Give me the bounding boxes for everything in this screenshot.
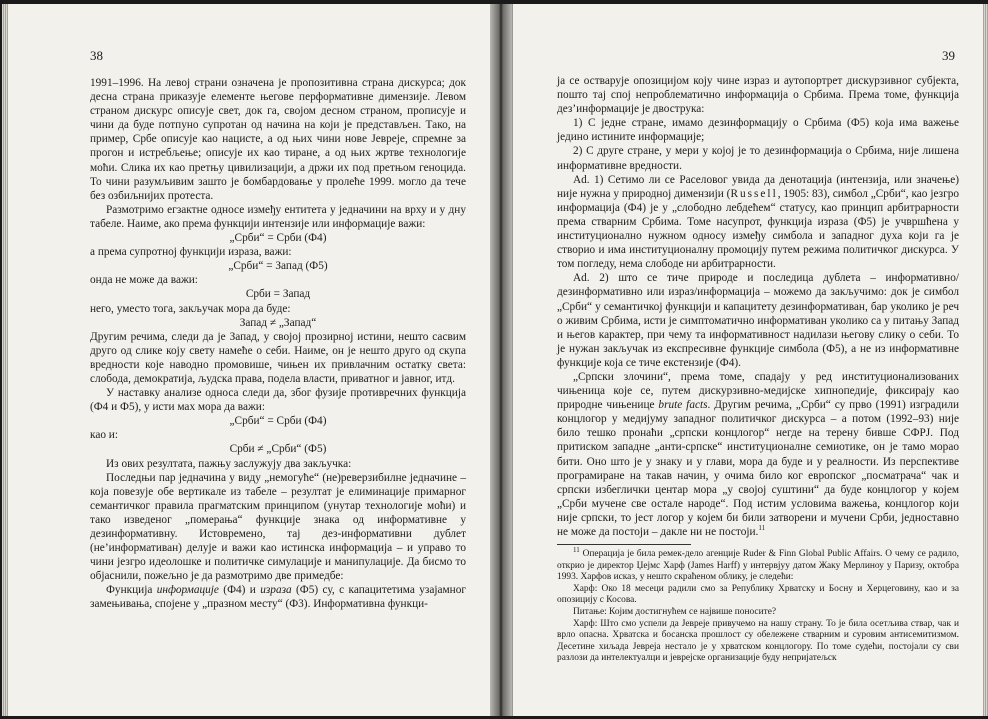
equation: „Срби“ = Запад (Ф5)	[228, 260, 328, 273]
right-page-body	[557, 74, 959, 665]
left-page-body	[90, 76, 466, 612]
footnote	[557, 545, 959, 665]
paragraph: а према супротној функцији израза, важи:	[90, 246, 292, 259]
paragraph: 2) С друге стране, у мери у којој је то дезинформација о Србима, није лишена информативне вредности.	[557, 145, 959, 172]
italic-term: информације	[156, 584, 219, 597]
paragraph: Ad. 2) што се тиче природе и последица дублета – информативно/дезинформативно или израз/информација – можемо да закључимо: док је симбол „Срби“ у семантичкој функцији и капацитету дезинформативан, бар уколико је реч о живим Србима, исти је симптоматично информативан уколико са у питању Запад и његов карактер, при чему та информативност надилази његову слику о себи. То је нужан закључак из експресивне функције симбола (Ф5), а не из информативне функције која се тиче екстензије (Ф4).	[557, 272, 959, 369]
paragraph	[90, 583, 466, 611]
page-number-left: 38	[90, 48, 103, 63]
equation: Запад ≠ „Запад“	[239, 316, 317, 329]
book-gutter	[490, 4, 512, 716]
paragraph	[557, 370, 959, 539]
equation: „Срби“ = Срби (Ф4)	[229, 232, 327, 245]
footnote-paragraph: Питање: Којим достигнућем се највише поносите?	[573, 607, 777, 618]
author-name: Russell	[730, 187, 778, 200]
paragraph: ја се остварује опозицијом коју чине израз и аутопортрет дискурзивног субјекта, пошто тај спој непроблематично информација о Србима. Према томе, функција дез’информације је двострука:	[557, 75, 959, 116]
paragraph: Другим речима, следи да је Запад, у својој прозирној истини, нешто сасвим друго од слике коју свету намеће о себи. Наиме, он је нешто друго од скупа вредности које наводно промовише, чињен их привлачним остатку света: слобода, демократија, људска права, подела власти, приватног и јавног, итд.	[90, 330, 466, 385]
paragraph: као и:	[90, 429, 118, 442]
equation: „Срби“ = Срби (Ф4)	[229, 415, 327, 428]
footnote-paragraph: Харф: Око 18 месеци радили смо за Републику Хрватску и Босну и Херцеговину, као и за опозицију с Косова.	[557, 583, 959, 606]
left-page	[8, 4, 491, 716]
text-run: Операција је била ремек-дело агенције Ruder & Finn Global Public Affairs. О чему се радило, открио је директор Џејмс Харф (James Harff) у интервјуу датом Жаку Мерлиноу у Паризу, октобра 1993. Харфов исказ, у нешто скраћеном облику, је следећи:	[557, 549, 959, 583]
paragraph: Размотримо егзактне односе између ентитета у једначини на врху и у дну табеле. Наиме, ако према функцији интензије или информације важи:	[90, 203, 466, 230]
right-page	[512, 4, 983, 716]
equation: Срби ≠ „Срби“ (Ф5)	[229, 443, 327, 456]
paragraph: 1) С једне стране, имамо дезинформацију о Србима (Ф5) која има важење једино истините информације;	[557, 117, 959, 144]
text-run: Функција	[106, 584, 157, 597]
paragraph: У наставку анализе односа следи да, због фузије противречних функција (Ф4 и Ф5), у исти мах мора да важи:	[90, 387, 466, 414]
page-number-right: 39	[942, 48, 955, 63]
paragraph: Последњи пар једначина у виду „немогуће“ (не)реверзибилне једначине – која повезује обе вертикале из табеле – резултат је елиминације примарног семантичког правила прагматским принципом (унутар технологије моћи) и тако изведеног „померања“ функције знака од информативне у дезинформативну. Истовремено, тај дез-информативни дублет (не’информативан) делује и важи као истинска информација – и управо то чини језгро идеолошке и политичке симулације и манипулације. Да бисмо то објаснили, пожељно је да размотримо две примедбе:	[90, 471, 466, 583]
footnote-rule	[557, 544, 691, 545]
text-run: „Српски злочини“, према томе, спадају у ред институционализованих чињеница које се, путем дискурзивно-медијске хипнопедије, фиксирају као природне чињенице	[557, 370, 959, 412]
footnote-paragraph	[557, 545, 959, 584]
text-run: Ad. 1) Сетимо ли се Раселовог увида да денотација (интензија, или значење) није нужна у природној димензији (	[557, 173, 959, 200]
paragraph: 1991–1996. На левој страни означена је пропозитивна страна дискурса; док десна страна приказује елементе његове перформативне димензије. Левом страном дискурс описује свет, док га, својом десном страном, прописује и чини да буде потпуно супротан од начина на који је представљен. Тако, на пример, Србе описује као нацисте, а од њих чини нове Јевреје, спремне за прогон и истребљење; описује их као тиране, а од њих жртве технологије моћи. Слика их као претњу цивилизацији, а држи их под претњом геноцида. То чини разумљивим зашто је бомбардовање у пролеће 1999. могло да тече без озбиљнијих протеста.	[90, 77, 466, 202]
footnote-reference: 11	[758, 524, 766, 533]
text-run: , 1905: 83), симбол „Срби“, као језгро информација (Ф4) је у „слободно лебдећем“ статусу, као принцип арбитрарности према стварним Србима. Томе насупрот, функција израза (Ф5) је учвршћена у институционално нужном односу између симбола и западног духа који га је створио и има институционалну промоцију путем режима политичког дискурса. У том погледу, нема слободе ни арбитрарности.	[557, 187, 959, 271]
footnote-marker: 11	[573, 545, 580, 554]
text-run: (Ф4) и	[218, 584, 261, 597]
text-run: (Ф5) су, с капацитетима узајамног замењивања, спојене у „празном месту“ (Ф3). Информативна функци-	[90, 584, 467, 611]
footnote-paragraph: Харф: Што смо успели да Јевреје привучемо на нашу страну. То је била осетљива ствар, чак и врло опасна. Хрватска и босанска прошлост су обележене стварним и суровим антисемитизмом. Десетине хиљада Јевреја нестало је у хрватском концлогору. По томе судећи, постојали су сви разлози да интелектуалци и јеврејске организације буду непријатељск	[557, 618, 959, 664]
paragraph	[557, 173, 959, 272]
italic-term: brute facts	[658, 399, 708, 412]
paragraph: него, уместо тога, закључак мора да буде:	[90, 302, 291, 315]
paragraph: онда не може да важи:	[90, 274, 198, 287]
paragraph: Из ових резултата, пажњу заслужују два закључка:	[106, 457, 352, 470]
equation: Срби = Запад	[245, 288, 311, 301]
italic-term: израза	[260, 584, 292, 597]
text-run: . Другим речима, „Срби“ су прво (1991) изградили концлогор у медијуму западног политичког дискурса – а потом (1992–93) није било тешко пронаћи „српски концлогор“ негде на терену бивше СФРЈ. Под притиском западне „анти-српске“ институционалне семиотике, он је тамо морао бити. Оно што је у знаку и у глави, мора да буде и у реалности. Из перспективе програмиране на такав начин, у очима било ког европског „посматрача“ чак и српски избеглички центар мора „у својој суштини“ да буде концлогор у којем „Срби мучене све остале народе“. Под истим условима важења, концлогор који није српски, то јест логор у којем би били затворени и мучени Срби, једноставно не може да постоји – дакле ни не постоји.	[557, 399, 959, 538]
